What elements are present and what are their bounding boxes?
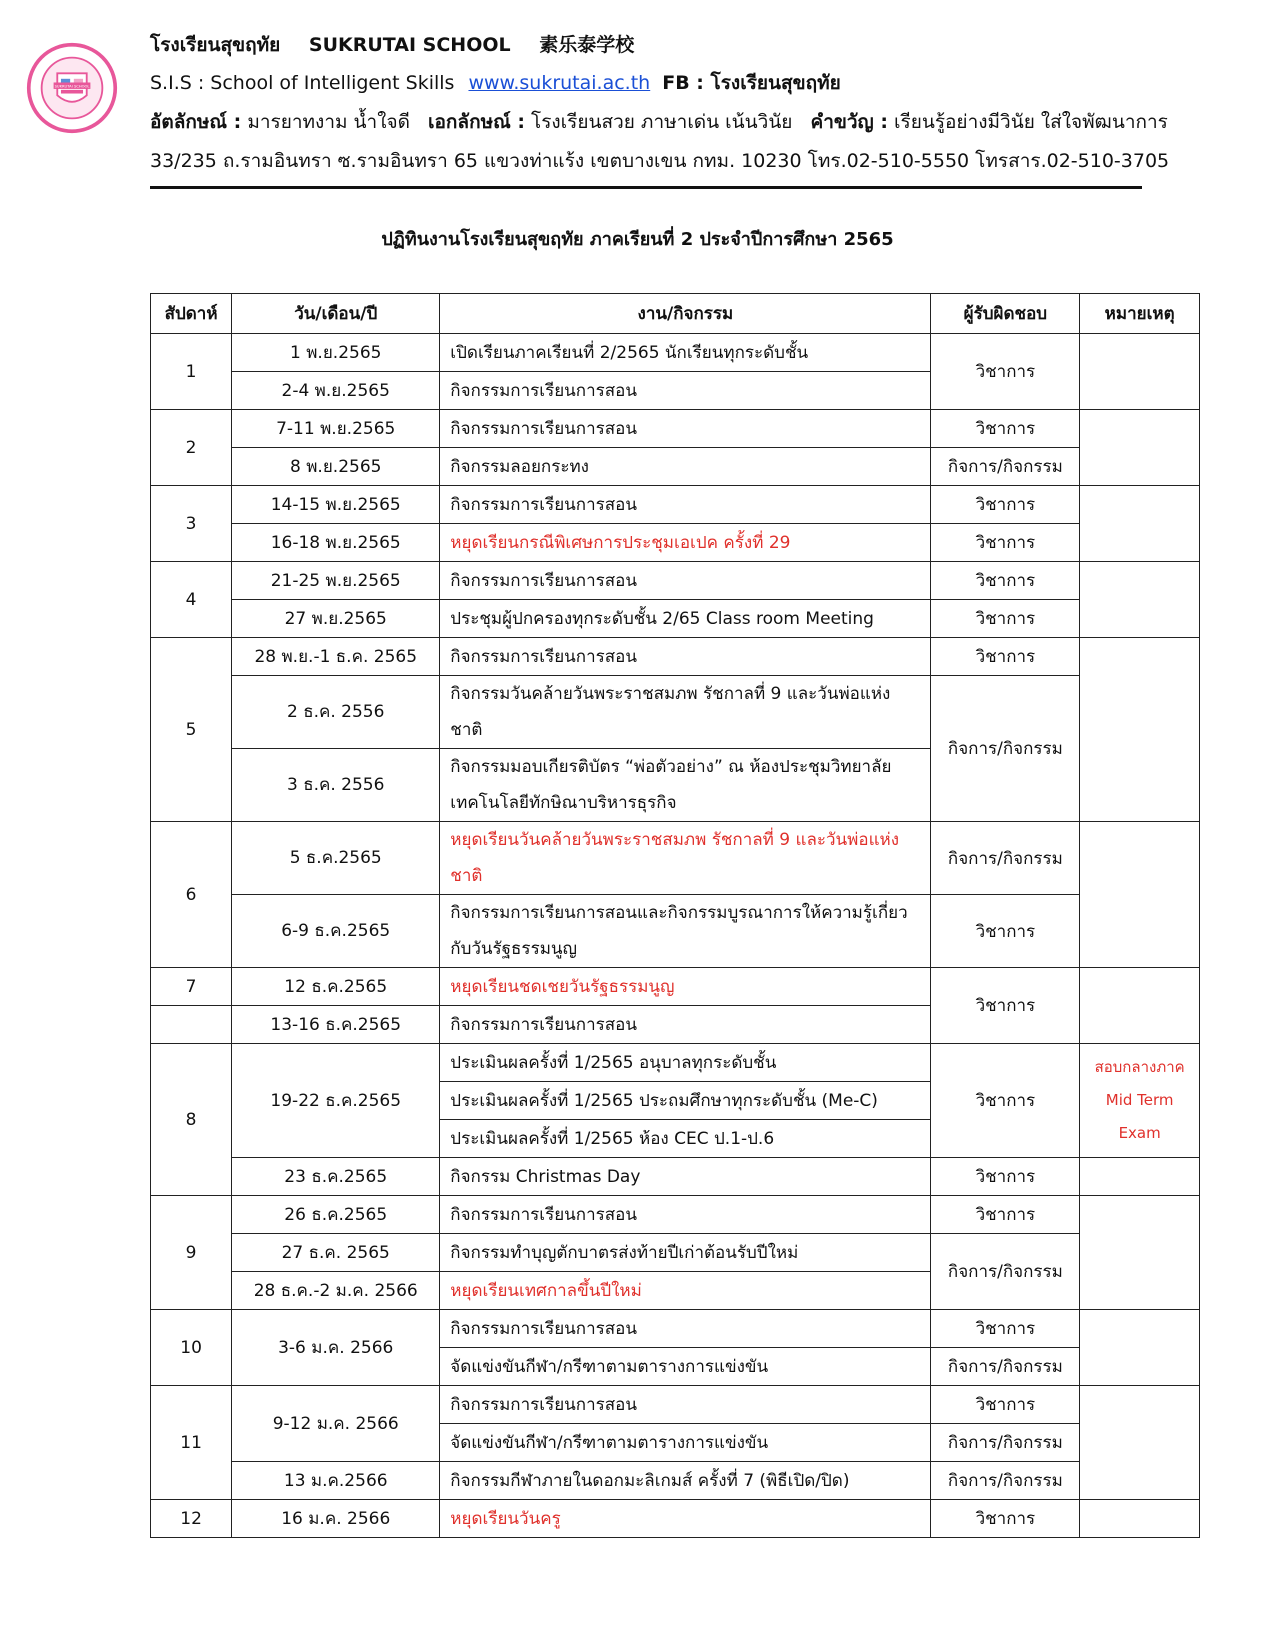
motto-label: คำขวัญ : xyxy=(810,111,888,133)
table-row xyxy=(151,968,1200,1006)
schedule-table xyxy=(150,293,1200,1538)
motto-value: เรียนรู้อย่างมีวินัย ใส่ใจพัฒนาการ xyxy=(894,111,1168,133)
week-cell: 2 xyxy=(151,410,232,486)
holiday-activity-cell: หยุดเรียนวันคล้ายวันพระราชสมภพ รัชกาลที่ 9 และวันพ่อแห่งชาติ xyxy=(440,822,931,895)
date-cell: 5 ธ.ค.2565 xyxy=(232,822,440,895)
date-cell: 16 ม.ค. 2566 xyxy=(232,1500,440,1538)
table-header-row xyxy=(151,294,1200,334)
school-name-chinese: 素乐泰学校 xyxy=(539,34,635,56)
activity-cell: ประเมินผลครั้งที่ 1/2565 ห้อง CEC ป.1-ป.6 xyxy=(440,1120,931,1158)
activity-cell: เปิดเรียนภาคเรียนที่ 2/2565 นักเรียนทุกระดับชั้น xyxy=(440,334,931,372)
owner-cell: วิชาการ xyxy=(931,1310,1080,1348)
table-row xyxy=(151,822,1200,895)
week-cell-empty xyxy=(151,1006,232,1044)
owner-cell: วิชาการ xyxy=(931,1500,1080,1538)
date-cell: 3 ธ.ค. 2556 xyxy=(232,749,440,822)
owner-cell: กิจการ/กิจกรรม xyxy=(931,1424,1080,1462)
date-cell: 14-15 พ.ย.2565 xyxy=(232,486,440,524)
week-cell: 9 xyxy=(151,1196,232,1310)
week-cell: 4 xyxy=(151,562,232,638)
date-cell: 13 ม.ค.2566 xyxy=(232,1462,440,1500)
table-row xyxy=(151,1158,1200,1196)
remark-cell xyxy=(1080,1196,1200,1310)
remark-cell xyxy=(1080,968,1200,1044)
activity-cell: กิจกรรมทำบุญตักบาตรส่งท้ายปีเก่าต้อนรับปีใหม่ xyxy=(440,1234,931,1272)
owner-cell: วิชาการ xyxy=(931,524,1080,562)
svg-text:SUKRUTAI SCHOOL: SUKRUTAI SCHOOL xyxy=(54,84,90,89)
table-row xyxy=(151,448,1200,486)
date-cell: 8 พ.ย.2565 xyxy=(232,448,440,486)
owner-cell: วิชาการ xyxy=(931,1158,1080,1196)
activity-cell: กิจกรรมการเรียนการสอนและกิจกรรมบูรณาการให้ความรู้เกี่ยวกับวันรัฐธรรมนูญ xyxy=(440,895,931,968)
remark-cell xyxy=(1080,1158,1200,1196)
activity-cell: กิจกรรมการเรียนการสอน xyxy=(440,1196,931,1234)
holiday-activity-cell: หยุดเรียนเทศกาลขึ้นปีใหม่ xyxy=(440,1272,931,1310)
date-cell: 19-22 ธ.ค.2565 xyxy=(232,1044,440,1158)
activity-cell: ประชุมผู้ปกครองทุกระดับชั้น 2/65 Class room Meeting xyxy=(440,600,931,638)
date-cell: 28 พ.ย.-1 ธ.ค. 2565 xyxy=(232,638,440,676)
date-cell: 13-16 ธ.ค.2565 xyxy=(232,1006,440,1044)
activity-cell: กิจกรรมการเรียนการสอน xyxy=(440,372,931,410)
activity-cell: กิจกรรมกีฬาภายในดอกมะลิเกมส์ ครั้งที่ 7 (พิธีเปิด/ปิด) xyxy=(440,1462,931,1500)
week-cell: 12 xyxy=(151,1500,232,1538)
col-header-owner: ผู้รับผิดชอบ xyxy=(931,294,1080,334)
header-divider xyxy=(150,186,1142,189)
table-row xyxy=(151,334,1200,372)
date-cell: 3-6 ม.ค. 2566 xyxy=(232,1310,440,1386)
owner-cell: วิชาการ xyxy=(931,1196,1080,1234)
date-cell: 27 พ.ย.2565 xyxy=(232,600,440,638)
table-row xyxy=(151,524,1200,562)
col-header-remark: หมายเหตุ xyxy=(1080,294,1200,334)
activity-cell: กิจกรรมมอบเกียรติบัตร “พ่อตัวอย่าง” ณ ห้องประชุมวิทยาลัยเทคโนโลยีทักษิณาบริหารธุรกิจ xyxy=(440,749,931,822)
table-row xyxy=(151,410,1200,448)
activity-cell: กิจกรรมการเรียนการสอน xyxy=(440,1386,931,1424)
owner-cell: วิชาการ xyxy=(931,410,1080,448)
date-cell: 21-25 พ.ย.2565 xyxy=(232,562,440,600)
table-row xyxy=(151,1310,1200,1348)
date-cell: 1 พ.ย.2565 xyxy=(232,334,440,372)
midterm-remark xyxy=(1080,1044,1200,1158)
activity-cell: กิจกรรม Christmas Day xyxy=(440,1158,931,1196)
owner-cell: กิจการ/กิจกรรม xyxy=(931,676,1080,822)
date-cell: 7-11 พ.ย.2565 xyxy=(232,410,440,448)
holiday-activity-cell: หยุดเรียนวันครู xyxy=(440,1500,931,1538)
date-cell: 23 ธ.ค.2565 xyxy=(232,1158,440,1196)
activity-cell: จัดแข่งขันกีฬา/กรีฑาตามตารางการแข่งขัน xyxy=(440,1348,931,1386)
identity-value: มารยาทงาม น้ำใจดี xyxy=(247,111,410,133)
activity-cell: กิจกรรมการเรียนการสอน xyxy=(440,1006,931,1044)
date-cell: 6-9 ธ.ค.2565 xyxy=(232,895,440,968)
table-row xyxy=(151,600,1200,638)
col-header-activity: งาน/กิจกรรม xyxy=(440,294,931,334)
activity-cell: กิจกรรมการเรียนการสอน xyxy=(440,638,931,676)
table-row xyxy=(151,676,1200,749)
week-cell: 11 xyxy=(151,1386,232,1500)
owner-cell: กิจการ/กิจกรรม xyxy=(931,1462,1080,1500)
week-cell: 6 xyxy=(151,822,232,968)
uniqueness-label: เอกลักษณ์ : xyxy=(428,111,525,133)
school-logo xyxy=(26,42,118,134)
school-address: 33/235 ถ.รามอินทรา ซ.รามอินทรา 65 แขวงท่าแร้ง เขตบางเขน กทม. 10230 โทร.02-510-5550 โทรสาร.02-510-3705 xyxy=(150,150,1170,172)
remark-cell xyxy=(1080,1386,1200,1500)
remark-cell xyxy=(1080,486,1200,562)
activity-cell: กิจกรรมวันคล้ายวันพระราชสมภพ รัชกาลที่ 9 และวันพ่อแห่งชาติ xyxy=(440,676,931,749)
activity-cell: ประเมินผลครั้งที่ 1/2565 อนุบาลทุกระดับชั้น xyxy=(440,1044,931,1082)
sis-label: S.I.S : School of Intelligent Skills xyxy=(150,72,455,94)
uniqueness-value: โรงเรียนสวย ภาษาเด่น เน้นวินัย xyxy=(530,111,793,133)
remark-cell xyxy=(1080,334,1200,410)
table-row xyxy=(151,1234,1200,1272)
week-cell: 10 xyxy=(151,1310,232,1386)
remark-cell xyxy=(1080,822,1200,968)
school-identity-line xyxy=(150,109,1168,135)
school-contact-line xyxy=(150,70,841,96)
date-cell: 9-12 ม.ค. 2566 xyxy=(232,1386,440,1462)
week-cell: 7 xyxy=(151,968,232,1006)
week-cell: 8 xyxy=(151,1044,232,1196)
owner-cell: วิชาการ xyxy=(931,600,1080,638)
holiday-activity-cell: หยุดเรียนกรณีพิเศษการประชุมเอเปค ครั้งที่ 29 xyxy=(440,524,931,562)
table-row xyxy=(151,638,1200,676)
week-cell: 1 xyxy=(151,334,232,410)
table-row xyxy=(151,895,1200,968)
table-row xyxy=(151,1500,1200,1538)
owner-cell: วิชาการ xyxy=(931,1044,1080,1158)
owner-cell: วิชาการ xyxy=(931,895,1080,968)
remark-cell xyxy=(1080,410,1200,486)
owner-cell: วิชาการ xyxy=(931,638,1080,676)
facebook-label: FB : โรงเรียนสุขฤทัย xyxy=(662,72,841,94)
remark-cell xyxy=(1080,1500,1200,1538)
activity-cell: กิจกรรมการเรียนการสอน xyxy=(440,562,931,600)
activity-cell: กิจกรรมการเรียนการสอน xyxy=(440,1310,931,1348)
website-link[interactable]: www.sukrutai.ac.th xyxy=(468,72,651,94)
date-cell: 2-4 พ.ย.2565 xyxy=(232,372,440,410)
owner-cell: วิชาการ xyxy=(931,562,1080,600)
table-row xyxy=(151,486,1200,524)
date-cell: 12 ธ.ค.2565 xyxy=(232,968,440,1006)
owner-cell: วิชาการ xyxy=(931,968,1080,1044)
week-cell: 3 xyxy=(151,486,232,562)
holiday-activity-cell: หยุดเรียนชดเชยวันรัฐธรรมนูญ xyxy=(440,968,931,1006)
table-row xyxy=(151,1386,1200,1424)
date-cell: 16-18 พ.ย.2565 xyxy=(232,524,440,562)
identity-label: อัตลักษณ์ : xyxy=(150,111,242,133)
remark-line: Mid Term xyxy=(1105,1091,1174,1109)
activity-cell: ประเมินผลครั้งที่ 1/2565 ประถมศึกษาทุกระดับชั้น (Me-C) xyxy=(440,1082,931,1120)
remark-line: Exam xyxy=(1118,1124,1161,1142)
owner-cell: กิจการ/กิจกรรม xyxy=(931,448,1080,486)
owner-cell: กิจการ/กิจกรรม xyxy=(931,822,1080,895)
remark-cell xyxy=(1080,638,1200,822)
school-name-english: SUKRUTAI SCHOOL xyxy=(308,34,511,56)
owner-cell: วิชาการ xyxy=(931,334,1080,410)
col-header-date: วัน/เดือน/ปี xyxy=(232,294,440,334)
col-header-week: สัปดาห์ xyxy=(151,294,232,334)
remark-cell xyxy=(1080,562,1200,638)
activity-cell: กิจกรรมลอยกระทง xyxy=(440,448,931,486)
table-row xyxy=(151,562,1200,600)
school-name-line xyxy=(150,32,634,58)
week-cell: 5 xyxy=(151,638,232,822)
activity-cell: กิจกรรมการเรียนการสอน xyxy=(440,486,931,524)
owner-cell: วิชาการ xyxy=(931,486,1080,524)
date-cell: 2 ธ.ค. 2556 xyxy=(232,676,440,749)
owner-cell: วิชาการ xyxy=(931,1386,1080,1424)
activity-cell: จัดแข่งขันกีฬา/กรีฑาตามตารางการแข่งขัน xyxy=(440,1424,931,1462)
date-cell: 27 ธ.ค. 2565 xyxy=(232,1234,440,1272)
owner-cell: กิจการ/กิจกรรม xyxy=(931,1234,1080,1310)
activity-cell: กิจกรรมการเรียนการสอน xyxy=(440,410,931,448)
table-row xyxy=(151,1462,1200,1500)
date-cell: 28 ธ.ค.-2 ม.ค. 2566 xyxy=(232,1272,440,1310)
remark-cell xyxy=(1080,1310,1200,1386)
owner-cell: กิจการ/กิจกรรม xyxy=(931,1348,1080,1386)
school-name-thai: โรงเรียนสุขฤทัย xyxy=(150,34,281,56)
date-cell: 26 ธ.ค.2565 xyxy=(232,1196,440,1234)
table-row xyxy=(151,1196,1200,1234)
table-row xyxy=(151,1044,1200,1082)
document-title: ปฏิทินงานโรงเรียนสุขฤทัย ภาคเรียนที่ 2 ประจำปีการศึกษา 2565 xyxy=(381,229,894,250)
remark-line: สอบกลางภาค xyxy=(1094,1058,1185,1076)
